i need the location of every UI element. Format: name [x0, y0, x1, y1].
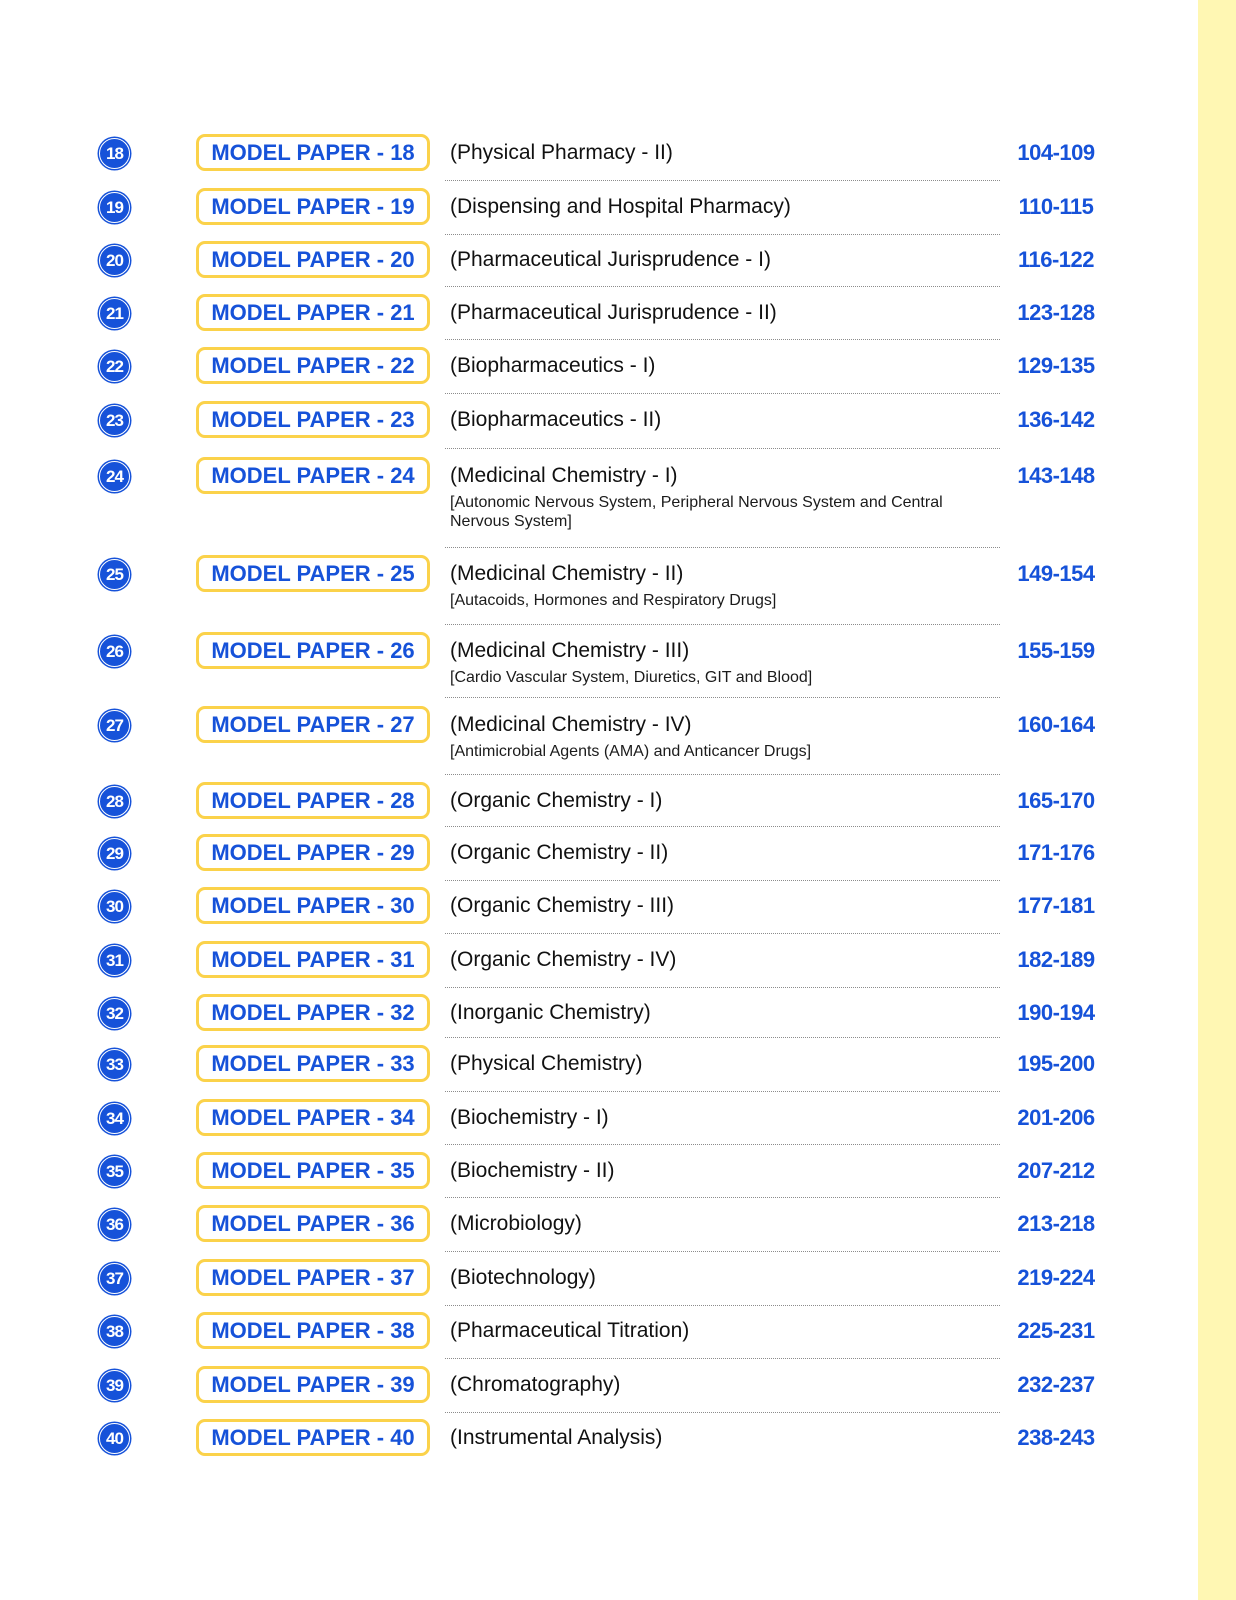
model-paper-label[interactable]: MODEL PAPER - 38: [196, 1312, 430, 1349]
model-paper-label[interactable]: MODEL PAPER - 32: [196, 994, 430, 1031]
model-paper-label[interactable]: MODEL PAPER - 20: [196, 241, 430, 278]
model-paper-label[interactable]: MODEL PAPER - 36: [196, 1205, 430, 1242]
subject-title: (Biotechnology): [450, 1266, 596, 1289]
subject-block: [450, 1424, 998, 1452]
subject-title: (Organic Chemistry - III): [450, 894, 675, 917]
entry-number-badge: 37: [99, 1263, 130, 1294]
entry-number-badge: 19: [99, 192, 130, 223]
dotted-divider: [445, 1197, 1000, 1198]
subject-subtopics: [Autonomic Nervous System, Peripheral Nervous System and Central Nervous System]: [450, 494, 943, 530]
subject-block: [450, 711, 998, 761]
page-range[interactable]: 160-164: [1017, 712, 1095, 737]
subject-title: (Organic Chemistry - II): [450, 841, 669, 864]
entry-number-badge: 21: [99, 298, 130, 329]
subject-block: [450, 406, 998, 434]
entry-number-badge: 36: [99, 1209, 130, 1240]
subject-title: (Medicinal Chemistry - I): [450, 464, 678, 487]
page-range[interactable]: 190-194: [1017, 1000, 1095, 1025]
side-strip: [1198, 0, 1236, 1600]
dotted-divider: [445, 180, 1000, 181]
dotted-divider: [445, 1412, 1000, 1413]
subject-title: (Biopharmaceutics - I): [450, 354, 656, 377]
dotted-divider: [445, 1091, 1000, 1092]
subject-block: [450, 1371, 998, 1399]
entry-number-badge: 35: [99, 1156, 130, 1187]
page-range[interactable]: 136-142: [1017, 407, 1095, 432]
subject-title: (Biochemistry - I): [450, 1106, 609, 1129]
entry-number-badge: 22: [99, 351, 130, 382]
dotted-divider: [445, 547, 1000, 548]
subject-block: [450, 1317, 998, 1345]
page-range[interactable]: 171-176: [1017, 840, 1095, 865]
entry-number-badge: 29: [99, 838, 130, 869]
subject-title: (Pharmaceutical Jurisprudence - II): [450, 301, 777, 324]
page-range[interactable]: 129-135: [1017, 353, 1095, 378]
model-paper-label[interactable]: MODEL PAPER - 37: [196, 1259, 430, 1296]
model-paper-label[interactable]: MODEL PAPER - 28: [196, 782, 430, 819]
model-paper-label[interactable]: MODEL PAPER - 18: [196, 134, 430, 171]
entry-number-badge: 24: [99, 461, 130, 492]
model-paper-label[interactable]: MODEL PAPER - 29: [196, 834, 430, 871]
entry-number-badge: 33: [99, 1049, 130, 1080]
dotted-divider: [445, 1144, 1000, 1145]
dotted-divider: [445, 933, 1000, 934]
subject-block: [450, 299, 998, 327]
subject-block: [450, 193, 998, 221]
page-range[interactable]: 207-212: [1017, 1158, 1095, 1183]
page-range[interactable]: 195-200: [1017, 1051, 1095, 1076]
subject-title: (Physical Chemistry): [450, 1052, 643, 1075]
dotted-divider: [445, 774, 1000, 775]
subject-title: (Biopharmaceutics - II): [450, 408, 662, 431]
subject-title: (Biochemistry - II): [450, 1159, 615, 1182]
subject-title: (Pharmaceutical Titration): [450, 1319, 690, 1342]
dotted-divider: [445, 448, 1000, 449]
page-range[interactable]: 182-189: [1017, 947, 1095, 972]
page-range[interactable]: 123-128: [1017, 300, 1095, 325]
entry-number-badge: 30: [99, 891, 130, 922]
page-range[interactable]: 238-243: [1017, 1425, 1095, 1450]
dotted-divider: [445, 1037, 1000, 1038]
dotted-divider: [445, 286, 1000, 287]
subject-block: [450, 1264, 998, 1292]
subject-title: (Physical Pharmacy - II): [450, 141, 673, 164]
entry-number-badge: 25: [99, 559, 130, 590]
entry-number-badge: 32: [99, 998, 130, 1029]
entry-number-badge: 20: [99, 245, 130, 276]
subject-title: (Dispensing and Hospital Pharmacy): [450, 195, 791, 218]
page-range[interactable]: 165-170: [1017, 788, 1095, 813]
subject-subtopics: [Antimicrobial Agents (AMA) and Anticancer Drugs]: [450, 743, 812, 760]
subject-block: [450, 139, 998, 167]
page-range[interactable]: 213-218: [1017, 1211, 1095, 1236]
subject-title: (Pharmaceutical Jurisprudence - I): [450, 248, 771, 271]
dotted-divider: [445, 1251, 1000, 1252]
model-paper-label[interactable]: MODEL PAPER - 23: [196, 401, 430, 438]
subject-title: (Organic Chemistry - IV): [450, 948, 677, 971]
subject-block: [450, 462, 998, 531]
entry-number-badge: 38: [99, 1316, 130, 1347]
model-paper-label[interactable]: MODEL PAPER - 33: [196, 1045, 430, 1082]
dotted-divider: [445, 826, 1000, 827]
subject-title: (Microbiology): [450, 1212, 582, 1235]
dotted-divider: [445, 987, 1000, 988]
model-paper-label[interactable]: MODEL PAPER - 24: [196, 457, 430, 494]
model-paper-label[interactable]: MODEL PAPER - 30: [196, 887, 430, 924]
subject-block: [450, 637, 998, 687]
entry-number-badge: 26: [99, 636, 130, 667]
page-range[interactable]: 143-148: [1017, 463, 1095, 488]
subject-block: [450, 839, 998, 867]
entry-number-badge: 28: [99, 786, 130, 817]
page-range[interactable]: 116-122: [1017, 247, 1095, 272]
model-paper-label[interactable]: MODEL PAPER - 21: [196, 294, 430, 331]
subject-block: [450, 946, 998, 974]
dotted-divider: [445, 880, 1000, 881]
page-range[interactable]: 232-237: [1017, 1372, 1095, 1397]
subject-title: (Medicinal Chemistry - IV): [450, 713, 692, 736]
dotted-divider: [445, 1305, 1000, 1306]
dotted-divider: [445, 697, 1000, 698]
page-range[interactable]: 201-206: [1017, 1105, 1095, 1130]
subject-block: [450, 560, 998, 610]
subject-block: [450, 1210, 998, 1238]
model-paper-label[interactable]: MODEL PAPER - 31: [196, 941, 430, 978]
subject-subtopics: [Cardio Vascular System, Diuretics, GIT and Blood]: [450, 669, 813, 686]
subject-block: [450, 787, 998, 815]
dotted-divider: [445, 624, 1000, 625]
model-paper-label[interactable]: MODEL PAPER - 26: [196, 632, 430, 669]
page-range[interactable]: 219-224: [1017, 1265, 1095, 1290]
model-paper-label[interactable]: MODEL PAPER - 27: [196, 706, 430, 743]
page-range[interactable]: 104-109: [1017, 140, 1095, 165]
subject-title: (Instrumental Analysis): [450, 1426, 663, 1449]
subject-title: (Medicinal Chemistry - III): [450, 639, 690, 662]
subject-title: (Organic Chemistry - I): [450, 789, 663, 812]
subject-block: [450, 352, 998, 380]
subject-title: (Medicinal Chemistry - II): [450, 562, 684, 585]
model-paper-label[interactable]: MODEL PAPER - 34: [196, 1099, 430, 1136]
entry-number-badge: 27: [99, 710, 130, 741]
entry-number-badge: 34: [99, 1103, 130, 1134]
subject-title: (Inorganic Chemistry): [450, 1001, 651, 1024]
dotted-divider: [445, 1358, 1000, 1359]
model-paper-label[interactable]: MODEL PAPER - 39: [196, 1366, 430, 1403]
dotted-divider: [445, 339, 1000, 340]
page-range[interactable]: 149-154: [1017, 561, 1095, 586]
model-paper-label[interactable]: MODEL PAPER - 25: [196, 555, 430, 592]
model-paper-label[interactable]: MODEL PAPER - 40: [196, 1419, 430, 1456]
page-range[interactable]: 110-115: [1018, 194, 1094, 219]
dotted-divider: [445, 393, 1000, 394]
dotted-divider: [445, 234, 1000, 235]
entry-number-badge: 40: [99, 1423, 130, 1454]
subject-title: (Chromatography): [450, 1373, 621, 1396]
subject-block: [450, 892, 998, 920]
entry-number-badge: 23: [99, 405, 130, 436]
model-paper-label[interactable]: MODEL PAPER - 35: [196, 1152, 430, 1189]
entry-number-badge: 18: [99, 138, 130, 169]
subject-block: [450, 1104, 998, 1132]
page-range[interactable]: 155-159: [1017, 638, 1095, 663]
subject-block: [450, 1157, 998, 1185]
subject-block: [450, 1050, 998, 1078]
subject-block: [450, 246, 998, 274]
model-paper-label[interactable]: MODEL PAPER - 22: [196, 347, 430, 384]
page-range[interactable]: 177-181: [1017, 893, 1095, 918]
model-paper-label[interactable]: MODEL PAPER - 19: [196, 188, 430, 225]
subject-subtopics: [Autacoids, Hormones and Respiratory Drugs]: [450, 592, 777, 609]
entry-number-badge: 39: [99, 1370, 130, 1401]
entry-number-badge: 31: [99, 945, 130, 976]
subject-block: [450, 999, 998, 1027]
page-range[interactable]: 225-231: [1017, 1318, 1095, 1343]
